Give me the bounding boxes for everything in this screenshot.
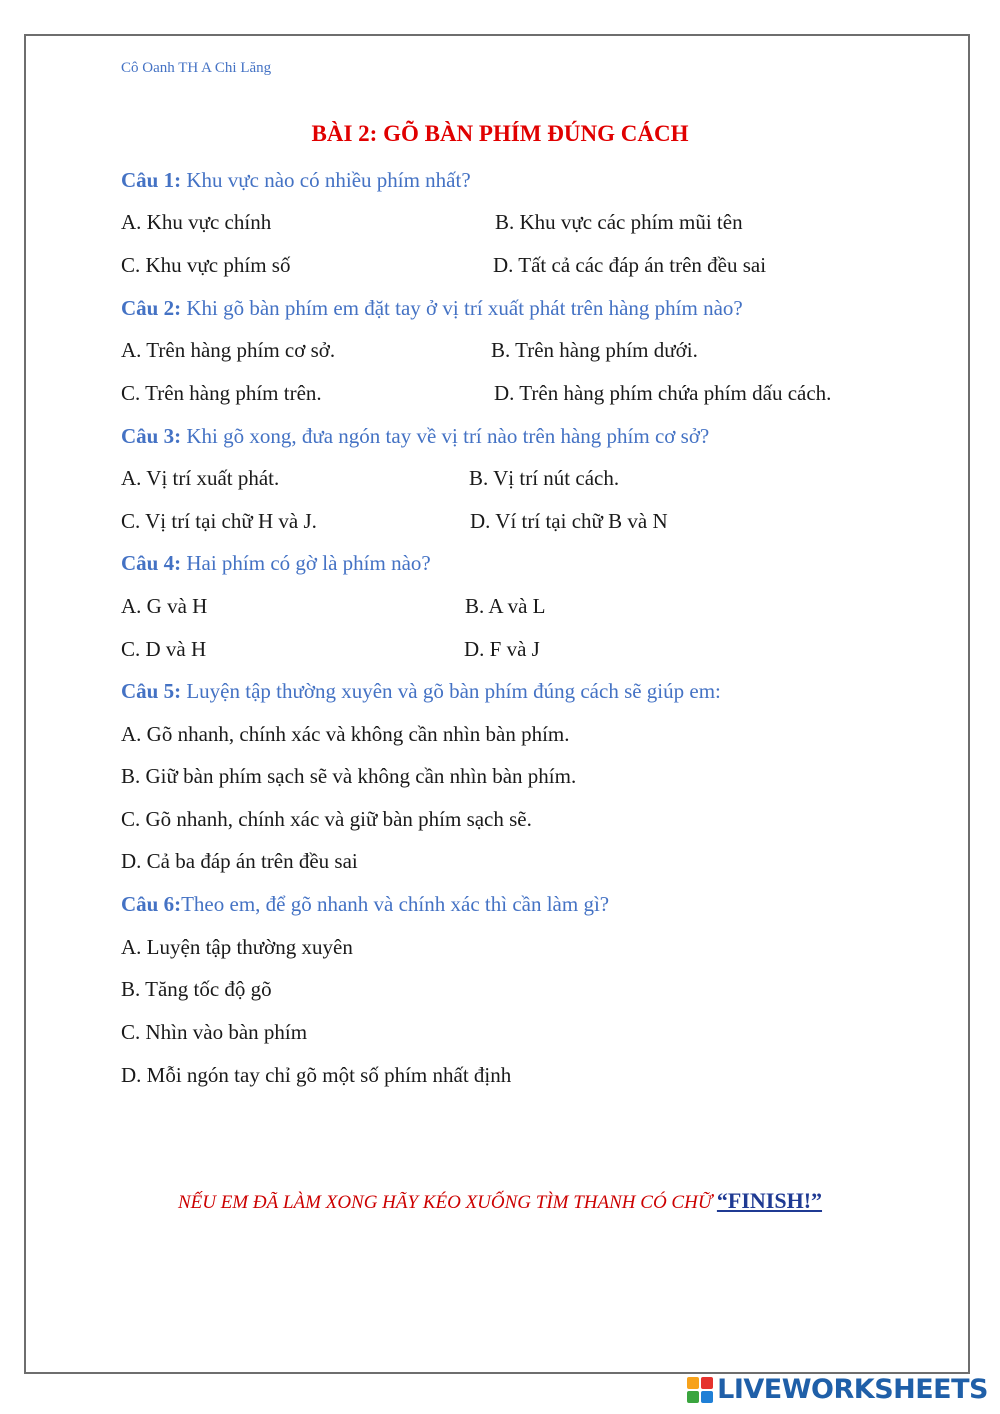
- question-3-text: Khi gõ xong, đưa ngón tay về vị trí nào trên hàng phím cơ sở?: [181, 424, 710, 448]
- q2-option-a[interactable]: A. Trên hàng phím cơ sở.: [121, 338, 336, 362]
- q1-option-d[interactable]: D. Tất cả các đáp án trên đều sai: [493, 253, 767, 277]
- logo-square-icon: [687, 1391, 699, 1403]
- q1-option-a[interactable]: A. Khu vực chính: [121, 210, 272, 234]
- q2-option-c[interactable]: C. Trên hàng phím trên.: [121, 381, 322, 405]
- q2-option-b[interactable]: B. Trên hàng phím dưới.: [491, 338, 698, 362]
- finish-word: “FINISH!”: [716, 1188, 823, 1213]
- logo-square-icon: [687, 1377, 699, 1389]
- q1-option-c[interactable]: C. Khu vực phím số: [121, 253, 291, 277]
- page-border: [24, 34, 970, 1374]
- q1-option-b[interactable]: B. Khu vực các phím mũi tên: [495, 210, 743, 234]
- question-3: [121, 424, 709, 449]
- liveworksheets-logo-text: LIVEWORKSHEETS: [717, 1374, 988, 1405]
- logo-square-icon: [701, 1391, 713, 1403]
- q4-option-d[interactable]: D. F và J: [464, 637, 540, 661]
- question-6-label: Câu 6:: [121, 892, 182, 916]
- q4-option-a[interactable]: A. G và H: [121, 594, 208, 618]
- question-6: [121, 892, 609, 917]
- q4-option-c[interactable]: C. D và H: [121, 637, 207, 661]
- q3-option-c[interactable]: C. Vị trí tại chữ H và J.: [121, 509, 317, 533]
- liveworksheets-logo: [687, 1374, 988, 1405]
- question-2-text: Khi gõ bàn phím em đặt tay ở vị trí xuất phát trên hàng phím nào?: [181, 296, 743, 320]
- q3-option-a[interactable]: A. Vị trí xuất phát.: [121, 466, 280, 490]
- question-4-label: Câu 4:: [121, 551, 182, 575]
- q5-option-b[interactable]: B. Giữ bàn phím sạch sẽ và không cần nhìn bàn phím.: [121, 764, 577, 788]
- question-1: [121, 168, 471, 193]
- liveworksheets-logo-icon: [687, 1377, 713, 1403]
- q6-option-b[interactable]: B. Tăng tốc độ gõ: [121, 977, 272, 1001]
- q2-option-d[interactable]: D. Trên hàng phím chứa phím dấu cách.: [494, 381, 832, 405]
- q3-option-d[interactable]: D. Ví trí tại chữ B và N: [470, 509, 668, 533]
- teacher-header: Cô Oanh TH A Chi Lăng: [121, 60, 272, 76]
- q6-option-c[interactable]: C. Nhìn vào bàn phím: [121, 1020, 308, 1044]
- q5-option-a[interactable]: A. Gõ nhanh, chính xác và không cần nhìn bàn phím.: [121, 722, 570, 746]
- finish-instruction: [0, 1188, 1000, 1214]
- question-3-label: Câu 3:: [121, 424, 182, 448]
- question-5: [121, 679, 721, 704]
- question-1-label: Câu 1:: [121, 168, 182, 192]
- question-5-label: Câu 5:: [121, 679, 182, 703]
- logo-square-icon: [701, 1377, 713, 1389]
- question-2: [121, 296, 743, 321]
- q6-option-a[interactable]: A. Luyện tập thường xuyên: [121, 935, 353, 959]
- q3-option-b[interactable]: B. Vị trí nút cách.: [469, 466, 620, 490]
- q5-option-c[interactable]: C. Gõ nhanh, chính xác và giữ bàn phím sạch sẽ.: [121, 807, 532, 831]
- finish-instruction-text: NẾU EM ĐÃ LÀM XONG HÃY KÉO XUỐNG TÌM THANH CÓ CHỮ: [177, 1192, 717, 1213]
- q4-option-b[interactable]: B. A và L: [465, 594, 546, 618]
- worksheet-title: BÀI 2: GÕ BÀN PHÍM ĐÚNG CÁCH: [311, 121, 689, 146]
- question-5-text: Luyện tập thường xuyên và gõ bàn phím đúng cách sẽ giúp em:: [181, 679, 721, 703]
- q5-option-d[interactable]: D. Cả ba đáp án trên đều sai: [121, 849, 358, 873]
- question-4-text: Hai phím có gờ là phím nào?: [181, 551, 431, 575]
- question-2-label: Câu 2:: [121, 296, 182, 320]
- question-6-text: Theo em, để gõ nhanh và chính xác thì cần làm gì?: [181, 892, 610, 916]
- q6-option-d[interactable]: D. Mỗi ngón tay chỉ gõ một số phím nhất định: [121, 1063, 512, 1087]
- question-1-text: Khu vực nào có nhiều phím nhất?: [181, 168, 471, 192]
- question-4: [121, 551, 431, 576]
